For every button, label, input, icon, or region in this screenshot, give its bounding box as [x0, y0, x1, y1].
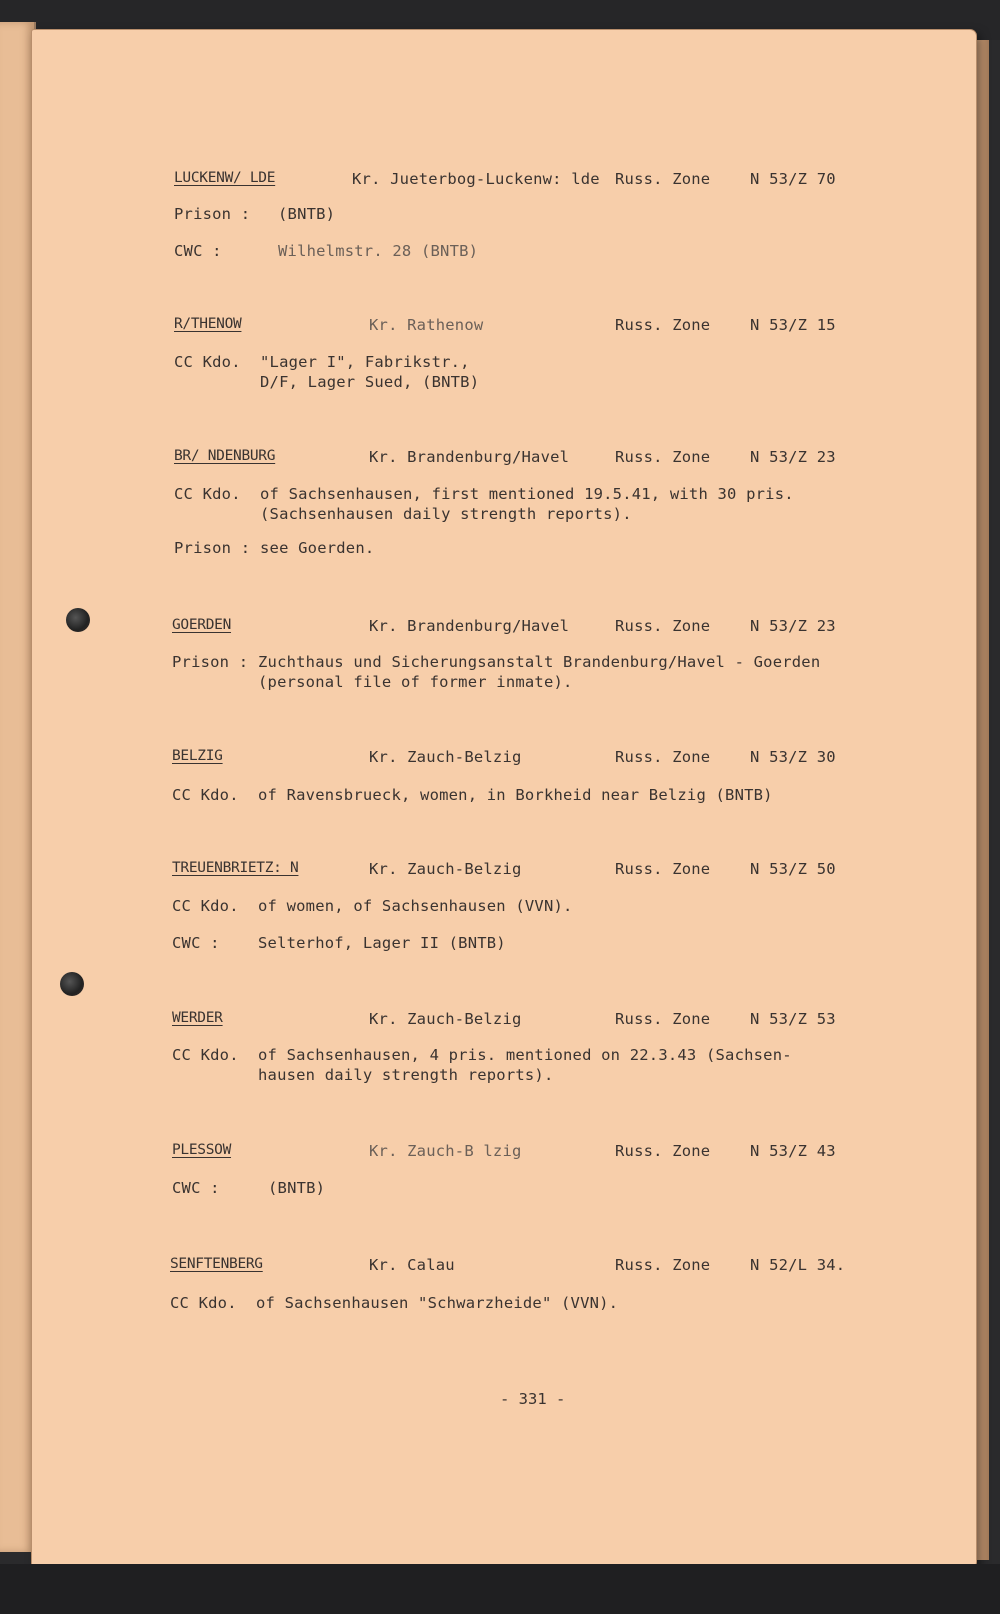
- line-label: CWC :: [172, 934, 220, 952]
- place-name: R/THENOW: [174, 316, 242, 332]
- line-label: Prison :: [174, 205, 251, 223]
- zone: Russ. Zone: [615, 316, 711, 334]
- previous-page-edge: [0, 22, 36, 1552]
- map-reference: N 53/Z 50: [750, 860, 836, 878]
- page-number: - 331 -: [500, 1390, 566, 1408]
- district: Kr. Jueterbog-Luckenw: lde: [352, 170, 600, 188]
- line-text: "Lager I", Fabrikstr.,: [260, 353, 470, 371]
- place-name: LUCKENW/ LDE: [174, 170, 276, 186]
- place-name: WERDER: [172, 1010, 223, 1026]
- map-reference: N 53/Z 23: [750, 617, 836, 635]
- line-continuation: (personal file of former inmate).: [258, 673, 573, 691]
- line-continuation: (Sachsenhausen daily strength reports).: [260, 505, 632, 523]
- page-stack-edge: [975, 40, 989, 1560]
- district: Kr. Zauch-Belzig: [369, 748, 522, 766]
- line-continuation: D/F, Lager Sued, (BNTB): [260, 373, 480, 391]
- line-text: (BNTB): [268, 1179, 326, 1197]
- place-name: TREUENBRIETZ: N: [172, 860, 299, 876]
- zone: Russ. Zone: [615, 1142, 711, 1160]
- zone: Russ. Zone: [615, 448, 711, 466]
- binding-hole-icon: [60, 972, 84, 996]
- line-text: of Sachsenhausen "Schwarzheide" (VVN).: [256, 1294, 619, 1312]
- map-reference: N 53/Z 23: [750, 448, 836, 466]
- district: Kr. Brandenburg/Havel: [369, 617, 570, 635]
- place-name: SENFTENBERG: [170, 1256, 263, 1272]
- line-continuation: hausen daily strength reports).: [258, 1066, 554, 1084]
- zone: Russ. Zone: [615, 860, 711, 878]
- place-name: BELZIG: [172, 748, 223, 764]
- line-label: CWC :: [172, 1179, 220, 1197]
- district: Kr. Rathenow: [369, 316, 484, 334]
- district: Kr. Brandenburg/Havel: [369, 448, 570, 466]
- zone: Russ. Zone: [615, 1256, 711, 1274]
- line-text: Zuchthaus und Sicherungsanstalt Brandenburg/Havel - Goerden: [258, 653, 821, 671]
- line-label: CC Kdo.: [170, 1294, 237, 1312]
- line-text: of Sachsenhausen, 4 pris. mentioned on 22.3.43 (Sachsen-: [258, 1046, 792, 1064]
- line-text: of Sachsenhausen, first mentioned 19.5.41, with 30 pris.: [260, 485, 794, 503]
- line-text: Wilhelmstr. 28 (BNTB): [278, 242, 479, 260]
- district: Kr. Calau: [369, 1256, 455, 1274]
- place-name: GOERDEN: [172, 617, 232, 633]
- line-label: CC Kdo.: [174, 485, 241, 503]
- line-text: Selterhof, Lager II (BNTB): [258, 934, 506, 952]
- map-reference: N 52/L 34.: [750, 1256, 846, 1274]
- line-label: Prison :: [174, 539, 251, 557]
- zone: Russ. Zone: [615, 1010, 711, 1028]
- zone: Russ. Zone: [615, 170, 711, 188]
- line-label: CC Kdo.: [172, 897, 239, 915]
- line-label: CC Kdo.: [174, 353, 241, 371]
- map-reference: N 53/Z 30: [750, 748, 836, 766]
- zone: Russ. Zone: [615, 617, 711, 635]
- line-label: CC Kdo.: [172, 786, 239, 804]
- line-label: CC Kdo.: [172, 1046, 239, 1064]
- district: Kr. Zauch-Belzig: [369, 860, 522, 878]
- zone: Russ. Zone: [615, 748, 711, 766]
- place-name: PLESSOW: [172, 1142, 232, 1158]
- map-reference: N 53/Z 43: [750, 1142, 836, 1160]
- place-name: BR/ NDENBURG: [174, 448, 276, 464]
- map-reference: N 53/Z 53: [750, 1010, 836, 1028]
- line-text: of women, of Sachsenhausen (VVN).: [258, 897, 573, 915]
- district: Kr. Zauch-B lzig: [369, 1142, 522, 1160]
- binding-hole-icon: [66, 608, 90, 632]
- line-label: Prison :: [172, 653, 249, 671]
- map-reference: N 53/Z 15: [750, 316, 836, 334]
- document-page: [32, 30, 976, 1568]
- district: Kr. Zauch-Belzig: [369, 1010, 522, 1028]
- line-label: CWC :: [174, 242, 222, 260]
- line-text: (BNTB): [278, 205, 336, 223]
- line-text: see Goerden.: [260, 539, 375, 557]
- scan-backdrop-bottom: [0, 1564, 1000, 1614]
- map-reference: N 53/Z 70: [750, 170, 836, 188]
- line-text: of Ravensbrueck, women, in Borkheid near Belzig (BNTB): [258, 786, 773, 804]
